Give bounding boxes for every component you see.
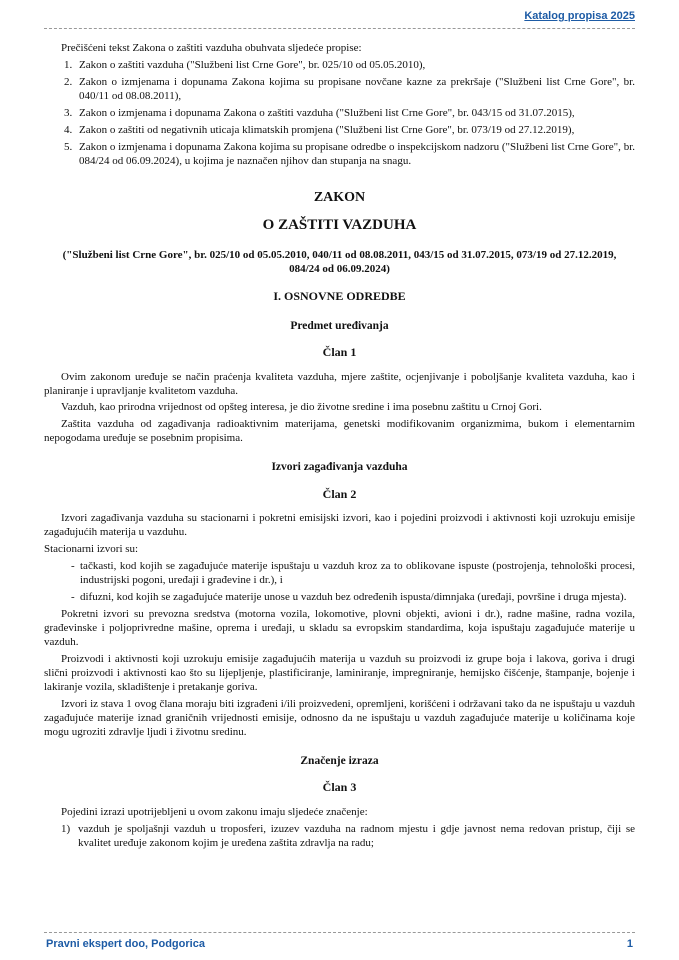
dash-list-item <box>71 560 635 588</box>
definition-number: 1) <box>61 822 71 835</box>
page-header <box>44 8 635 28</box>
list-item-text: Zakon o izmjenama i dopunama Zakona kojima su propisane novčane kazne za prekršaje ("Službeni list Crne Gore", br. 040/11 od 08.08.2011), <box>79 75 635 102</box>
preamble-lead: Prečišćeni tekst Zakona o zaštiti vazduha obuhvata sljedeće propise: <box>61 41 362 54</box>
article1-paragraph: Zaštita vazduha od zagađivanja radioaktivnim materijama, genetski modifikovanim organizmima, bukom i elementarnim nepogodama uređuje se posebnim propisima. <box>44 418 635 445</box>
list-item <box>64 107 635 121</box>
list-item-number: 5. <box>64 140 73 153</box>
definition-text: vazduh je spoljašnji vazduh u troposferi, izuzev vazduha na radnom mjestu i gdje javnost nema redovan pristup, čiji se kvalitet uređuje zakonom kojim je uređena zaštita zdravlja na radu; <box>78 822 635 849</box>
list-item <box>64 141 635 169</box>
article2-sources-heading: Izvori zagađivanja vazduha <box>271 461 408 474</box>
list-item-text: Zakon o izmjenama i dopunama Zakona kojima su propisane odredbe o inspekcijskom nadzoru ("Službeni list Crne Gore", br. 084/24 od 06.09.2024), u kojima je naznačen njihov dan stupanja na snagu. <box>79 140 635 167</box>
list-item <box>64 59 635 73</box>
article2-paragraph: Izvori zagađivanja vazduha su stacionarni i pokretni emisijski izvori, kao i pojedini proizvodi i aktivnosti koji uzrokuju emisije zagađujućih materija u vazduhu. <box>44 512 635 539</box>
gazette-reference: ("Službeni list Crne Gore", br. 025/10 od 05.05.2010, 040/11 od 08.08.2011, 043/15 od 31.07.2015, 073/19 od 27.12.2019, 084/24 od 06.09.2024) <box>62 248 617 275</box>
document-body <box>44 29 635 932</box>
list-item <box>64 76 635 104</box>
article1-paragraph: Vazduh, kao prirodna vrijednost od opšteg interesa, je dio životne sredine i ima posebnu zaštitu u Crnoj Gori. <box>61 401 542 414</box>
dash-item-text: difuzni, kod kojih se zagađujuće materije unose u vazduh bez određenih ispusta/dimnjaka (uređaji, površine i druga mjesta). <box>80 591 627 604</box>
list-item-number: 2. <box>64 75 73 88</box>
article1-subject-heading: Predmet uređivanja <box>290 319 389 332</box>
article1-paragraph: Ovim zakonom uređuje se način praćenja kvaliteta vazduha, mjere zaštite, ocjenjivanje i poboljšanje kvaliteta vazduha, kao i planiranje i upravljanje kvalitetom vazduha. <box>44 370 635 397</box>
article3-meaning-heading: Značenje izraza <box>300 754 379 767</box>
article2-paragraph: Proizvodi i aktivnosti koji uzrokuju emisije zagađujućih materija u vazduh su proizvodi iz grupe boja i lakova, goriva i drugi slični proizvodi i aktivnosti kao što su lijepljenje, plastificiranje, laminiranje, impregniranje, hemijsko čišćenje, štampanje, bojenje i lakiranje vozila, skladištenje i pretakanje goriva. <box>44 652 635 693</box>
list-item-number: 4. <box>64 123 73 136</box>
article2-label: Član 2 <box>322 486 357 501</box>
law-subtitle: O ZAŠTITI VAZDUHA <box>262 217 417 234</box>
list-item-number: 1. <box>64 58 73 71</box>
list-item-text: Zakon o izmjenama i dopunama Zakona o zaštiti vazduha ("Službeni list Crne Gore", br. 043/15 od 31.07.2015), <box>79 106 575 119</box>
dash-list-item <box>71 591 635 605</box>
section-heading-basic-provisions: I. OSNOVNE ODREDBE <box>273 289 406 304</box>
definition-item <box>61 823 635 851</box>
list-item <box>64 124 635 138</box>
law-title: ZAKON <box>313 189 366 205</box>
article2-paragraph: Izvori iz stava 1 ovog člana moraju biti izgrađeni i/ili proizvedeni, opremljeni, korišćeni i održavani tako da ne ispuštaju u vazduh zagađujuće materije iznad graničnih vrijednosti emisije, odnosno da ne ispuštaju u vazduh zagađujuće materije u količinama koje mogu ugroziti zdravlje ljudi i životnu sredinu. <box>44 697 635 738</box>
list-item-text: Zakon o zaštiti vazduha ("Službeni list Crne Gore", br. 025/10 od 05.05.2010), <box>79 58 426 71</box>
dash-marker: - <box>71 560 75 573</box>
page-number: 1 <box>626 938 633 951</box>
article3-label: Član 3 <box>322 780 357 795</box>
publisher-name: Pravni ekspert doo, Podgorica <box>46 938 205 951</box>
article2-paragraph: Stacionarni izvori su: <box>44 543 139 556</box>
article2-paragraph: Pokretni izvori su prevozna sredstva (motorna vozila, lokomotive, plovni objekti, avioni i dr.), radne mašine, radna vozila, građevinske i poljoprivredne mašine, oprema i uređaji, u skladu sa evropskim standardima, koja ispuštaju zagađujuće materije u vazduh. <box>44 608 635 648</box>
dash-marker: - <box>71 591 75 604</box>
catalog-link[interactable]: Katalog propisa 2025 <box>524 10 635 22</box>
article3-paragraph: Pojedini izrazi upotrijebljeni u ovom zakonu imaju sljedeće značenje: <box>61 805 368 818</box>
regulation-list <box>64 59 635 169</box>
dash-item-text: tačkasti, kod kojih se zagađujuće materije ispuštaju u vazduh kroz za to oblikovane ispuste (postrojenja, tehnološki procesi, industrijski pogoni, uređaji i građevine i dr.), i <box>80 560 635 587</box>
list-item-number: 3. <box>64 106 73 119</box>
article1-label: Član 1 <box>322 345 357 360</box>
page-footer <box>44 933 635 954</box>
list-item-text: Zakon o zaštiti od negativnih uticaja klimatskih promjena ("Službeni list Crne Gore", br. 073/19 od 27.12.2019), <box>79 123 575 136</box>
